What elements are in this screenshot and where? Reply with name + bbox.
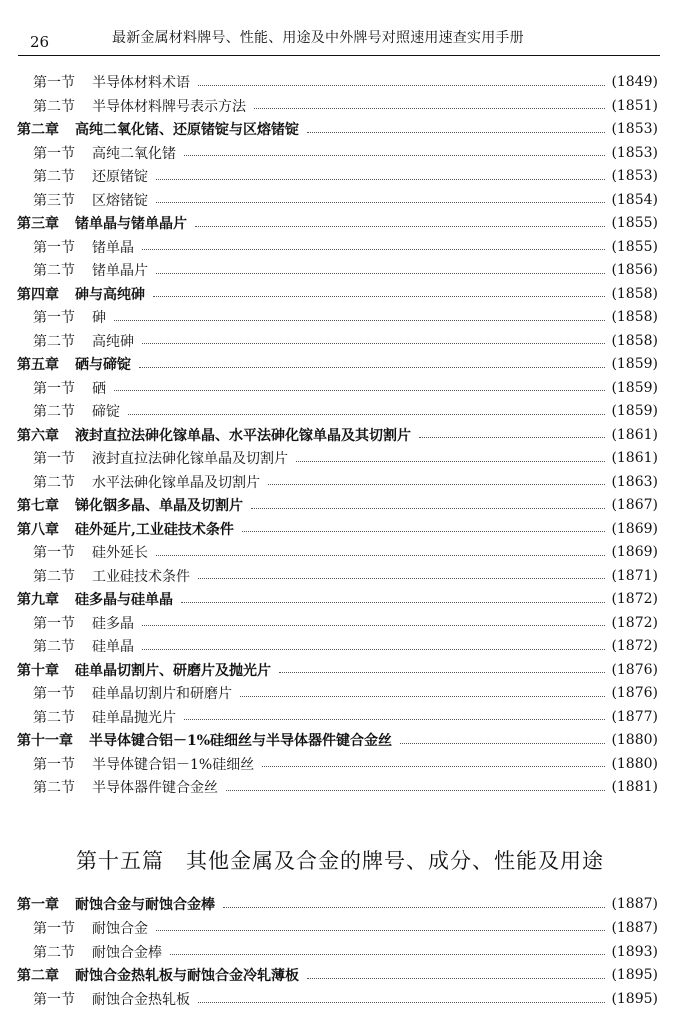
toc-entry-title: 锗单晶 (92, 239, 134, 256)
toc-entry-title: 高纯砷 (92, 333, 134, 350)
dot-leader (156, 273, 605, 274)
dot-leader (296, 461, 605, 462)
toc-entry-section (0, 752, 680, 776)
dot-leader (156, 930, 605, 931)
dot-leader (156, 179, 605, 180)
toc-entry-chapter (0, 493, 680, 517)
toc-entry-page: (1895) (611, 967, 658, 984)
toc-entry-section (0, 775, 680, 799)
toc-entry-title: 耐蚀合金热轧板 (92, 992, 190, 1009)
toc-entry-page: (1867) (611, 497, 658, 513)
toc-entry-number: 第二节 (33, 639, 75, 655)
toc-entry-title: 耐蚀合金 (92, 920, 148, 937)
toc-entry-page: (1881) (611, 779, 658, 795)
toc-entry-page: (1851) (611, 97, 658, 114)
dot-leader (195, 226, 605, 227)
toc-entry-chapter (0, 282, 680, 306)
toc-entry-page: (1872) (611, 614, 658, 631)
toc-entry-section (0, 446, 680, 470)
toc-entry-number: 第一节 (33, 756, 75, 773)
toc-entry-number: 第二节 (33, 709, 75, 726)
toc-entry-title: 硅多晶 (92, 615, 134, 632)
toc-entry-number: 第一节 (33, 145, 75, 162)
toc-entry-page: (1880) (611, 755, 658, 772)
toc-entry-chapter (0, 892, 680, 916)
toc-entry-title: 硒与碲锭 (75, 357, 131, 373)
dot-leader (226, 790, 605, 791)
toc-entry-section (0, 470, 680, 494)
toc-entry-page: (1849) (611, 74, 658, 90)
toc-entry-title: 半导体键合铝－1%硅细丝 (92, 756, 255, 773)
toc-entry-number: 第二节 (33, 169, 75, 185)
dot-leader (268, 484, 605, 485)
toc-entry-page: (1863) (611, 473, 658, 490)
toc-entry-page: (1861) (611, 426, 658, 443)
dot-leader (400, 743, 605, 744)
toc-entry-number: 第二章 (17, 968, 59, 985)
toc-entry-page: (1858) (611, 309, 658, 325)
toc-entry-page: (1859) (611, 356, 658, 372)
toc-entry-title: 耐蚀合金棒 (92, 944, 162, 961)
toc-entry-section (0, 188, 680, 212)
toc-entry-number: 第九章 (17, 592, 59, 608)
toc-entry-number: 第十一章 (17, 733, 73, 749)
toc-entry-title: 高纯二氧化锗 (92, 145, 176, 162)
dot-leader (153, 296, 605, 297)
running-title: 最新金属材料牌号、性能、用途及中外牌号对照速用速查实用手册 (112, 30, 524, 46)
toc-entry-page: (1871) (611, 567, 658, 584)
toc-entry-number: 第二节 (33, 98, 75, 115)
toc-entry-title: 半导体材料牌号表示方法 (92, 98, 246, 115)
toc-entry-chapter (0, 658, 680, 682)
toc-entry-title: 锑化铟多晶、单晶及切割片 (75, 498, 243, 514)
toc-entry-chapter (0, 587, 680, 611)
toc-entry-number: 第二节 (33, 780, 75, 796)
toc-entry-number: 第二节 (33, 944, 75, 961)
toc-entry-title: 锗单晶片 (92, 263, 148, 279)
toc-entry-number: 第二节 (33, 333, 75, 350)
toc-entry-title: 半导体键合铝－1%硅细丝与半导体器件键合金丝 (89, 733, 393, 749)
dot-leader (142, 343, 605, 344)
toc-entry-section (0, 141, 680, 165)
dot-leader (142, 649, 605, 650)
toc-entry-number: 第一节 (33, 992, 75, 1009)
toc-entry-page: (1853) (611, 144, 658, 161)
toc-entry-title: 硅单晶抛光片 (92, 709, 176, 726)
toc-entry-title: 液封直拉法砷化镓单晶、水平法砷化镓单晶及其切割片 (75, 427, 411, 444)
dot-leader (198, 85, 605, 86)
toc-entry-page: (1858) (611, 285, 658, 302)
toc-entry-number: 第三节 (33, 192, 75, 209)
toc-entry-section (0, 564, 680, 588)
toc-entry-title: 高纯二氧化锗、还原锗锭与区熔锗锭 (75, 122, 299, 138)
toc-entry-number: 第一节 (33, 451, 75, 467)
toc-entry-chapter (0, 517, 680, 541)
toc-entry-title: 锗单晶与锗单晶片 (75, 216, 187, 232)
toc-entry-section (0, 329, 680, 353)
toc-entry-page: (1856) (611, 262, 658, 278)
toc-entry-title: 硅单晶切割片、研磨片及抛光片 (75, 662, 271, 679)
toc-entry-title: 耐蚀合金热轧板与耐蚀合金冷轧薄板 (75, 968, 299, 985)
page-header (0, 0, 680, 58)
toc-entry-title: 半导体器件键合金丝 (92, 780, 218, 796)
dot-leader (198, 1002, 605, 1003)
toc-entry-section (0, 634, 680, 658)
toc-entry-section (0, 164, 680, 188)
toc-entry-number: 第二节 (33, 474, 75, 491)
toc-entry-page: (1876) (611, 685, 658, 701)
toc-entry-title: 水平法砷化镓单晶及切割片 (92, 474, 260, 491)
dot-leader (251, 508, 605, 509)
page-number: 26 (30, 33, 50, 51)
toc-entry-number: 第二节 (33, 568, 75, 585)
toc-entry-title: 硅外延片,工业硅技术条件 (75, 521, 234, 538)
dot-leader (240, 696, 605, 697)
dot-leader (254, 108, 605, 109)
dot-leader (307, 978, 605, 979)
toc-entry-page: (1887) (611, 896, 658, 912)
toc-entry-number: 第一节 (33, 686, 75, 702)
toc-entry-section (0, 987, 680, 1011)
toc-entry-page: (1887) (611, 919, 658, 936)
dot-leader (307, 132, 605, 133)
toc-entry-number: 第四章 (17, 286, 59, 303)
toc-entry-page: (1861) (611, 450, 658, 466)
toc-entry-number: 第二节 (33, 263, 75, 279)
toc-entry-section (0, 705, 680, 729)
toc-entry-number: 第一节 (33, 545, 75, 561)
toc-entry-section (0, 258, 680, 282)
dot-leader (242, 531, 606, 532)
toc-entry-page: (1853) (611, 121, 658, 137)
dot-leader (223, 907, 605, 908)
toc-entry-title: 耐蚀合金与耐蚀合金棒 (75, 897, 215, 913)
toc-entry-page: (1853) (611, 168, 658, 184)
toc-entry-page: (1869) (611, 544, 658, 560)
toc-entry-page: (1895) (611, 991, 658, 1008)
toc-entry-number: 第二节 (33, 404, 75, 420)
toc-entry-page: (1858) (611, 332, 658, 349)
toc-entry-section (0, 235, 680, 259)
toc-entry-page: (1893) (611, 943, 658, 960)
toc-entry-title: 还原锗锭 (92, 169, 148, 185)
toc-entry-number: 第一章 (17, 897, 59, 913)
dot-leader (142, 249, 605, 250)
toc-entry-section (0, 94, 680, 118)
toc-entry-page: (1859) (611, 403, 658, 419)
toc-entry-number: 第二章 (17, 122, 59, 138)
toc-entry-chapter (0, 963, 680, 987)
toc-entry-page: (1855) (611, 215, 658, 231)
toc-entry-title: 砷与高纯砷 (75, 286, 145, 303)
dot-leader (114, 320, 605, 321)
toc-entry-page: (1854) (611, 191, 658, 208)
toc-entry-number: 第一节 (33, 615, 75, 632)
dot-leader (279, 672, 605, 673)
toc-entry-page: (1869) (611, 520, 658, 537)
toc-entry-title: 硅单晶切割片和研磨片 (92, 686, 232, 702)
toc-entry-page: (1859) (611, 379, 658, 396)
toc-entry-page: (1880) (611, 732, 658, 748)
toc-entry-number: 第一节 (33, 75, 75, 91)
toc-entry-number: 第一节 (33, 239, 75, 256)
toc-entry-number: 第一节 (33, 310, 75, 326)
header-rule (18, 55, 660, 56)
dot-leader (419, 437, 605, 438)
toc-entry-number: 第七章 (17, 498, 59, 514)
dot-leader (262, 766, 605, 767)
toc-entry-section (0, 940, 680, 964)
toc-entry-section (0, 611, 680, 635)
dot-leader (170, 954, 605, 955)
toc-entry-page: (1855) (611, 238, 658, 255)
dot-leader (156, 555, 605, 556)
toc-entry-section (0, 681, 680, 705)
toc-entry-chapter (0, 352, 680, 376)
toc-entry-number: 第十章 (17, 662, 59, 679)
toc-entry-title: 工业硅技术条件 (92, 568, 190, 585)
toc-entry-page: (1872) (611, 638, 658, 654)
toc-entry-number: 第八章 (17, 521, 59, 538)
toc-entry-page: (1872) (611, 591, 658, 607)
dot-leader (128, 414, 605, 415)
toc-entry-number: 第五章 (17, 357, 59, 373)
toc-entry-number: 第六章 (17, 427, 59, 444)
dot-leader (114, 390, 605, 391)
toc-entry-section (0, 376, 680, 400)
toc-entry-section (0, 540, 680, 564)
toc-entry-section (0, 916, 680, 940)
dot-leader (181, 602, 605, 603)
dot-leader (184, 155, 605, 156)
toc-entry-chapter (0, 423, 680, 447)
toc-entry-number: 第三章 (17, 216, 59, 232)
toc-entry-title: 液封直拉法砷化镓单晶及切割片 (92, 451, 288, 467)
toc-entry-page: (1876) (611, 661, 658, 678)
toc-entry-chapter (0, 117, 680, 141)
dot-leader (184, 719, 605, 720)
toc-entry-title: 硅外延长 (92, 545, 148, 561)
dot-leader (198, 578, 605, 579)
dot-leader (142, 625, 605, 626)
toc-entry-section (0, 305, 680, 329)
toc-entry-title: 半导体材料术语 (92, 75, 190, 91)
dot-leader (156, 202, 605, 203)
toc-entry-number: 第一节 (33, 920, 75, 937)
toc-entry-title: 区熔锗锭 (92, 192, 148, 209)
toc-entry-title: 硅单晶 (92, 639, 134, 655)
toc-entry-section (0, 70, 680, 94)
toc-entry-title: 砷 (92, 310, 106, 326)
toc-entry-chapter (0, 728, 680, 752)
toc-entry-title: 碲锭 (92, 404, 120, 420)
toc-entry-title: 硒 (92, 380, 106, 397)
part-title: 第十五篇 其他金属及合金的牌号、成分、性能及用途 (76, 849, 604, 873)
toc-entry-number: 第一节 (33, 380, 75, 397)
toc-entry-title: 硅多晶与硅单晶 (75, 592, 173, 608)
toc-entry-chapter (0, 211, 680, 235)
toc-entry-page: (1877) (611, 708, 658, 725)
toc-entry-section (0, 399, 680, 423)
dot-leader (139, 367, 605, 368)
